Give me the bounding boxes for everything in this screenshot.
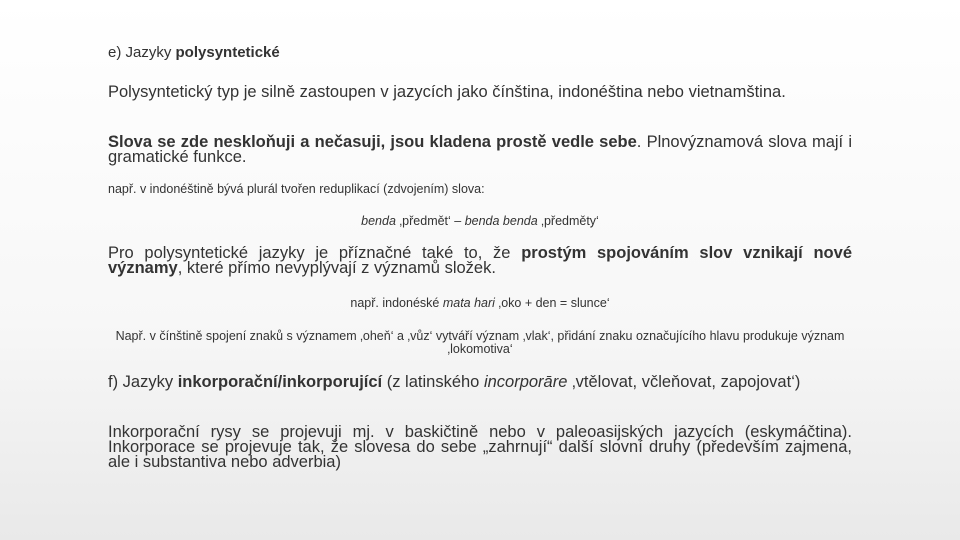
heading-f-latin: incorporāre [483,373,568,391]
example-reduplication-intro: např. v indonéštině bývá plurál tvořen reduplikací (zdvojením) slova: [108,182,485,196]
paragraph-incorporation: Inkorporační rysy se projevuji mj. v baskičtině nebo v paleoasijských jazycích (eskymáčtina). Inkorporace se projevuje tak, že slovesa do sebe „zahrnují“ další slovní druhy (především zajmena, ale i substantiva nebo adverbia) [108,423,852,471]
example-word-benda: benda [361,214,396,228]
paragraph-new-meanings [108,246,852,276]
paragraph-no-inflection-rest: . Plnovýznamová slova mají i gramatické funkce. [108,133,852,166]
paragraph-new-meanings-bold: prostým spojováním slov vznikají nové významy [108,244,852,277]
example-reduplication [108,215,852,228]
example-chinese-characters: Např. v čínštině spojení znaků s významem ‚oheň‘ a ‚vůz‘ vytváří význam ‚vlak‘, přidání znaku označujícího hlavu produkuje význam ‚lokomotiva‘ [115,329,845,356]
example-mata-hari [108,297,852,310]
paragraph-no-inflection-bold: Slova se zde neskloňuji a nečasuji, jsou kladena prostě vedle sebe [108,133,637,151]
example-mata-hari-term: mata hari [442,296,495,310]
paragraph-no-inflection [108,135,852,165]
paragraph-new-meanings-end: , které přímo nevyplývají z významů složek. [177,259,496,277]
example-gloss-singular: ‚předmět‘ – [395,214,465,228]
example-word-benda-benda: benda benda [464,214,538,228]
paragraph-new-meanings-start: Pro polysyntetické jazyky je příznačné také to, že [108,244,522,262]
heading-f-term: inkorporační/inkorporující [177,373,383,391]
example-gloss-plural: ‚předměty‘ [537,214,599,228]
heading-f [108,375,852,390]
heading-e-prefix: e) Jazyky [108,44,176,61]
heading-f-prefix: f) Jazyky [108,373,178,391]
heading-f-gloss: ‚vtělovat, včleňovat, zapojovat‘) [567,373,801,391]
heading-f-mid: (z latinského [382,373,484,391]
paragraph-polysynthetic-type: Polysyntetický typ je silně zastoupen v jazycích jako čínština, indonéština nebo vietnamština. [108,83,786,101]
heading-e-term: polysyntetické [175,44,280,61]
example-mata-hari-end: ‚oko + den = slunce‘ [494,296,610,310]
heading-e [108,44,852,62]
example-mata-hari-start: např. indonéské [350,296,443,310]
